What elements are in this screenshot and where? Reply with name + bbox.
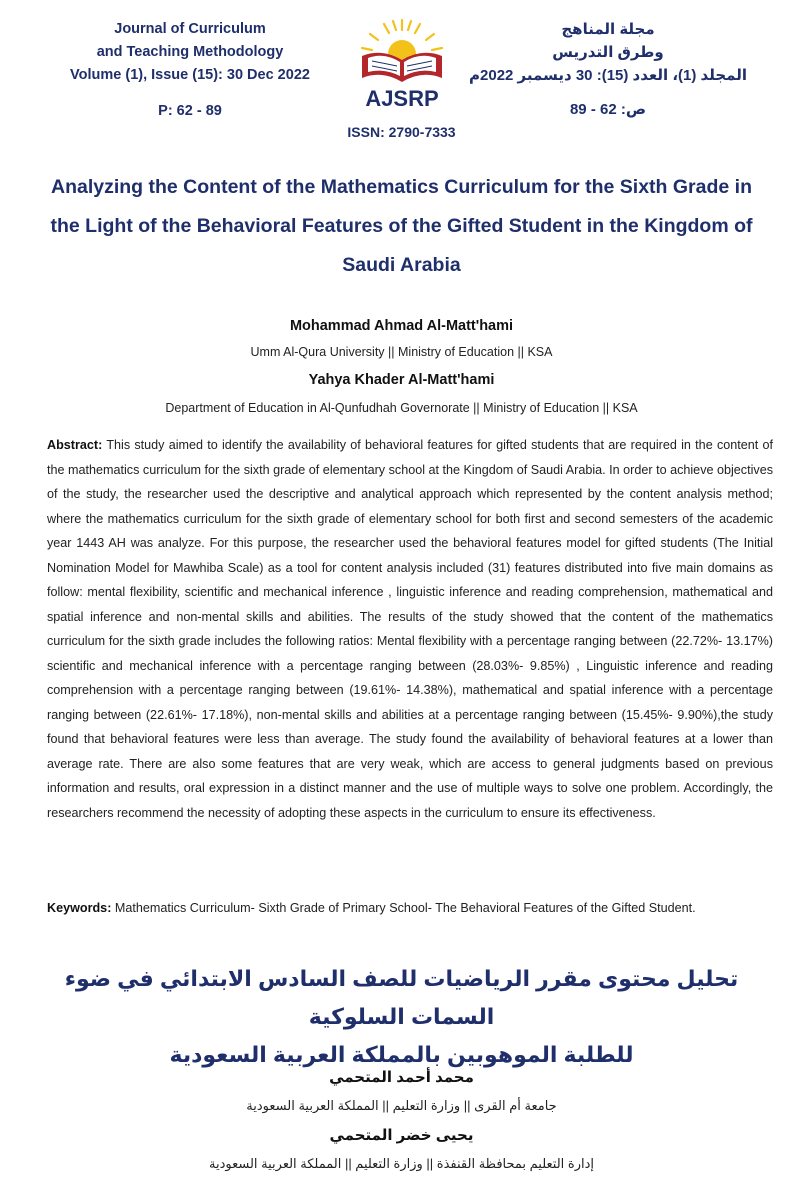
abstract-label: Abstract: — [47, 438, 103, 452]
arabic-title-line2: للطلبة الموهوبين بالمملكة العربية السعودية — [169, 1042, 634, 1067]
logo-text: AJSRP — [364, 86, 439, 111]
journal-volume-ar: المجلد (1)، العدد (15): 30 ديسمبر 2022م — [469, 67, 747, 84]
arabic-author-1-name: محمد أحمد المتحمي — [329, 1069, 474, 1086]
ajsrp-logo — [342, 14, 462, 114]
journal-header-arabic — [458, 18, 758, 121]
issn: ISSN: 2790-7333 — [347, 124, 456, 140]
arabic-author-1-affiliation: جامعة أم القرى || وزارة التعليم || المملكة العربية السعودية — [246, 1098, 557, 1113]
journal-volume: Volume (1), Issue (15): 30 Dec 2022 — [70, 67, 310, 83]
author-1-name: Mohammad Ahmad Al-Matt'hami — [289, 318, 514, 334]
journal-name-line1: Journal of Curriculum — [114, 21, 266, 37]
paper-title: Analyzing the Content of the Mathematics Curriculum for the Sixth Grade in the Light of the Behavioral Features of the Gifted Student in the Kingdom of Saudi Arabia — [50, 176, 753, 276]
publisher-logo-block — [335, 14, 468, 140]
keywords — [47, 901, 773, 915]
arabic-title-line1: تحليل محتوى مقرر الرياضيات للصف السادس الابتدائي في ضوء السمات السلوكية — [64, 966, 739, 1029]
arabic-author-2-name: يحيى خضر المتحمي — [329, 1127, 474, 1144]
journal-header-english — [40, 18, 340, 123]
journal-pages-ar: ص: 62 - 89 — [569, 101, 647, 118]
keywords-text: Mathematics Curriculum- Sixth Grade of Primary School- The Behavioral Features of the Gifted Student. — [114, 901, 696, 915]
abstract — [47, 433, 773, 825]
arabic-author-2-affiliation: إدارة التعليم بمحافظة القنفذة || وزارة التعليم || المملكة العربية السعودية — [208, 1156, 594, 1171]
author-1-affiliation: Umm Al-Qura University || Ministry of Education || KSA — [250, 345, 553, 359]
author-2-name: Yahya Khader Al-Matt'hami — [308, 372, 495, 388]
journal-name-ar-line2: وطرق التدريس — [552, 44, 664, 61]
journal-pages: P: 62 - 89 — [158, 103, 222, 119]
abstract-text: This study aimed to identify the availability of behavioral features for gifted students that are required in the content of the mathematics curriculum for the sixth grade of elementary school at the Kingdom of Saudi Arabia. In order to achieve objectives of the study, the researcher used the descriptive and analytical approach which represented by the content analysis method; where the mathematics curriculum for the sixth grade of elementary school for both first and second semesters of the academic year 1443 AH was analyze. For this purpose, the researcher used the behavioral features model for gifted students (The Initial Nomination Model for Mawhiba Scale) as a tool for content analysis included (31) features distributed into five main domains as follow: mental flexibility, scientific and mechanical inference , linguistic inference and reading comprehension, mathematical and spatial inference and non-mental skills and abilities. The results of the study showed that the content of the mathematics curriculum for the sixth grade includes the following ratios: Mental flexibility with a percentage ranging between (22.72%- 13.17%) scientific and mechanical inference with a percentage ranging between (28.03%- 9.85%) , Linguistic inference and reading comprehension with a percentage ranging between (19.61%- 14.38%), mathematical and spatial inference with a percentage ranging between (22.61%- 17.18%), non-mental skills and abilities at a percentage ranging between (15.45%- 9.90%),the study found that behavioral features were less than average. The study found the availability of behavioral features at a lower than average rate. There are also some features that are very weak, which are access to general judgments based on previous information and results, oral expression in a distinct manner and the use of multiple ways to solve one problem. Accordingly, the researchers recommend the necessity of adopting these aspects in the curriculum to ensure its effectiveness. — [47, 438, 774, 820]
paper-title-arabic — [30, 960, 773, 1074]
author-2-affiliation: Department of Education in Al-Qunfudhah Governorate || Ministry of Education || KSA — [165, 401, 638, 415]
journal-name-ar-line1: مجلة المناهج — [561, 21, 655, 38]
keywords-label: Keywords: — [47, 901, 112, 915]
journal-name-line2: and Teaching Methodology — [96, 44, 284, 60]
